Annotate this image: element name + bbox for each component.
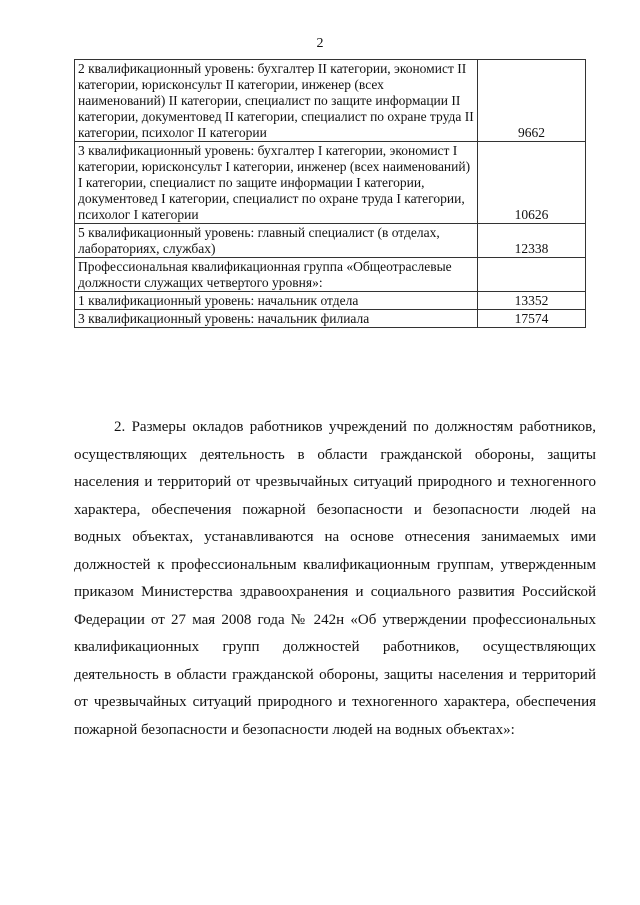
- table-row: [75, 224, 586, 258]
- position-cell: 3 квалификационный уровень: начальник филиала: [75, 310, 478, 328]
- position-cell: 3 квалификационный уровень: бухгалтер I категории, экономист I категории, юрисконсульт I категории, инженер (всех наименований) I категории, специалист по защите информации I категории, документовед I категории, специалист по охране труда I категории, психолог I категории: [75, 142, 478, 224]
- body-paragraph: 2. Размеры окладов работников учреждений по должностям работников, осуществляющих деятельность в области гражданской обороны, защиты населения и территорий от чрезвычайных ситуаций природного и техногенного характера, обеспечения пожарной безопасности и безопасности людей на водных объектах, устанавливаются на основе отнесения занимаемых ими должностей к профессиональным квалификационным группам, утвержденным приказом Министерства здравоохранения и социального развития Российской Федерации от 27 мая 2008 года № 242н «Об утверждении профессиональных квалификационных групп должностей работников, осуществляющих деятельность в области гражданской обороны, защиты населения и территорий от чрезвычайных ситуаций природного и техногенного характера, обеспечения пожарной безопасности и безопасности людей на водных объектах»:: [74, 419, 596, 738]
- table-row: [75, 310, 586, 328]
- salary-cell: 9662: [478, 60, 586, 142]
- table-row: [75, 142, 586, 224]
- position-cell: 1 квалификационный уровень: начальник отдела: [75, 292, 478, 310]
- salary-cell: 13352: [478, 292, 586, 310]
- salary-cell-empty: [478, 258, 586, 292]
- table-row: [75, 60, 586, 142]
- page-number: 2: [316, 36, 324, 51]
- position-cell: 5 квалификационный уровень: главный специалист (в отделах, лабораториях, службах): [75, 224, 478, 258]
- table-row: [75, 258, 586, 292]
- position-cell: 2 квалификационный уровень: бухгалтер II категории, экономист II категории, юрисконсульт II категории, инженер (всех наименований) II категории, специалист по защите информации II категории, документовед II категории, специалист по охране труда II категории, психолог II категории: [75, 60, 478, 142]
- table-row: [75, 292, 586, 310]
- salary-cell: 10626: [478, 142, 586, 224]
- salary-cell: 12338: [478, 224, 586, 258]
- salary-cell: 17574: [478, 310, 586, 328]
- group-heading-cell: Профессиональная квалификационная группа «Общеотраслевые должности служащих четвертого уровня»:: [75, 258, 478, 292]
- salary-table: [74, 59, 586, 328]
